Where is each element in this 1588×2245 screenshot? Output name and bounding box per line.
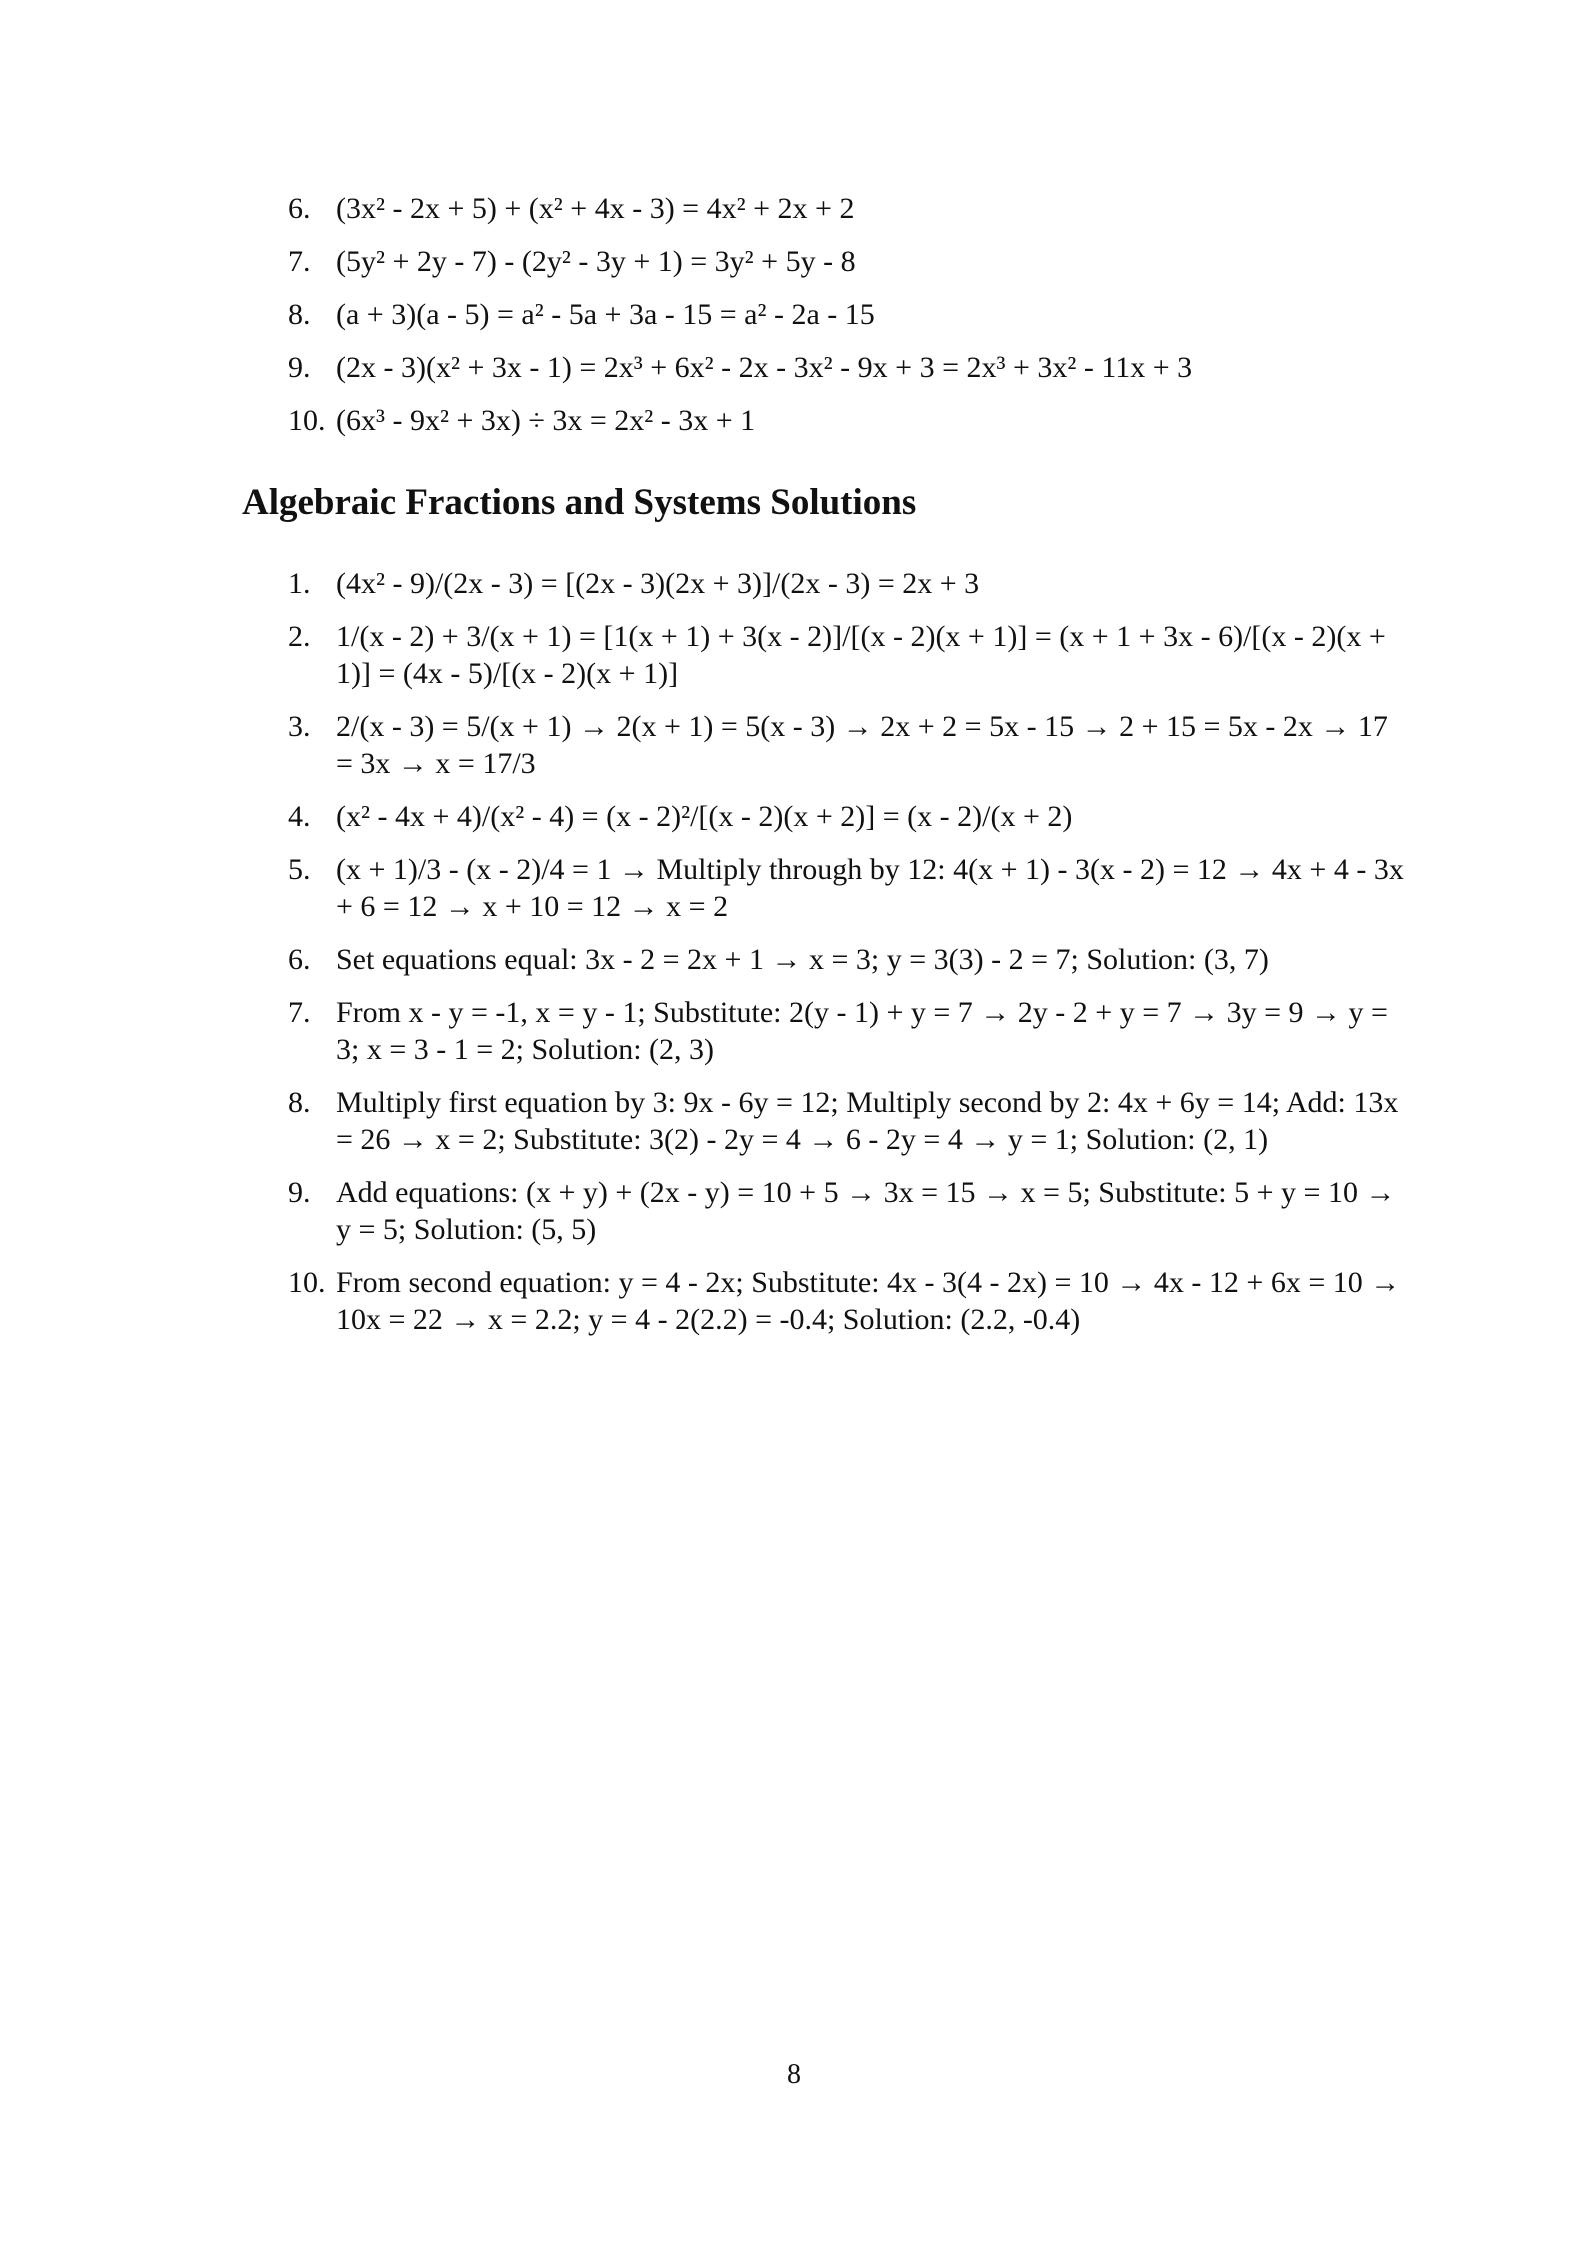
item-number: 2. — [288, 620, 311, 653]
item-text: From second equation: y = 4 - 2x; Substitute: 4x - 3(4 - 2x) = 10 → 4x - 12 + 6x = 10 → 10x = 22 → x = 2.2; y = 4 - 2(2.2) = -0.4; Solution: (2.2, -0.4) — [336, 1266, 1401, 1336]
item-number: 8. — [288, 298, 311, 331]
item-text: 2/(x - 3) = 5/(x + 1) → 2(x + 1) = 5(x - 3) → 2x + 2 = 5x - 15 → 2 + 15 = 5x - 2x → 17 = 3x → x = 17/3 — [336, 710, 1388, 780]
item-text: (4x² - 9)/(2x - 3) = [(2x - 3)(2x + 3)]/(2x - 3) = 2x + 3 — [336, 567, 980, 600]
item-text: (x + 1)/3 - (x - 2)/4 = 1 → Multiply through by 12: 4(x + 1) - 3(x - 2) = 12 → 4x + 4 - 3x + 6 = 12 → x + 10 = 12 → x = 2 — [336, 853, 1404, 923]
item-number: 10. — [288, 1266, 326, 1299]
item-text: (5y² + 2y - 7) - (2y² - 3y + 1) = 3y² + 5y - 8 — [336, 245, 856, 278]
list-item — [288, 296, 1408, 333]
list-item — [288, 851, 1408, 925]
list-item — [288, 994, 1408, 1068]
fractions-systems-solutions-list — [288, 565, 1408, 1354]
list-item — [288, 618, 1408, 692]
list-item — [288, 190, 1408, 227]
item-number: 9. — [288, 351, 311, 384]
item-number: 6. — [288, 943, 311, 976]
list-item — [288, 941, 1408, 978]
item-number: 1. — [288, 567, 311, 600]
item-text: Multiply first equation by 3: 9x - 6y = 12; Multiply second by 2: 4x + 6y = 14; Add: 13x = 26 → x = 2; Substitute: 3(2) - 2y = 4 → 6 - 2y = 4 → y = 1; Solution: (2, 1) — [336, 1086, 1399, 1156]
item-text: Add equations: (x + y) + (2x - y) = 10 + 5 → 3x = 15 → x = 5; Substitute: 5 + y = 10 → y = 5; Solution: (5, 5) — [336, 1176, 1396, 1246]
item-number: 3. — [288, 710, 311, 743]
section-heading: Algebraic Fractions and Systems Solutions — [242, 482, 917, 523]
item-text: (a + 3)(a - 5) = a² - 5a + 3a - 15 = a² - 2a - 15 — [336, 298, 875, 331]
item-number: 7. — [288, 996, 311, 1029]
item-text: From x - y = -1, x = y - 1; Substitute: 2(y - 1) + y = 7 → 2y - 2 + y = 7 → 3y = 9 → y = 3; x = 3 - 1 = 2; Solution: (2, 3) — [336, 996, 1388, 1066]
item-text: (6x³ - 9x² + 3x) ÷ 3x = 2x² - 3x + 1 — [336, 404, 756, 437]
list-item — [288, 243, 1408, 280]
list-item — [288, 708, 1408, 782]
list-item — [288, 565, 1408, 602]
item-text: 1/(x - 2) + 3/(x + 1) = [1(x + 1) + 3(x - 2)]/[(x - 2)(x + 1)] = (x + 1 + 3x - 6)/[(x - 2)(x + 1)] = (4x - 5)/[(x - 2)(x + 1)] — [336, 620, 1386, 690]
list-item — [288, 1174, 1408, 1248]
item-number: 6. — [288, 192, 311, 225]
item-text: (x² - 4x + 4)/(x² - 4) = (x - 2)²/[(x - 2)(x + 2)] = (x - 2)/(x + 2) — [336, 800, 1073, 833]
item-text: Set equations equal: 3x - 2 = 2x + 1 → x = 3; y = 3(3) - 2 = 7; Solution: (3, 7) — [336, 943, 1269, 976]
item-number: 5. — [288, 853, 311, 886]
item-number: 8. — [288, 1086, 311, 1119]
list-item — [288, 1264, 1408, 1338]
list-item — [288, 349, 1408, 386]
item-text: (2x - 3)(x² + 3x - 1) = 2x³ + 6x² - 2x - 3x² - 9x + 3 = 2x³ + 3x² - 11x + 3 — [336, 351, 1193, 384]
item-number: 10. — [288, 404, 326, 437]
polynomial-solutions-list-continued — [288, 190, 1408, 455]
list-item — [288, 402, 1408, 439]
item-number: 7. — [288, 245, 311, 278]
list-item — [288, 1084, 1408, 1158]
list-item — [288, 798, 1408, 835]
item-text: (3x² - 2x + 5) + (x² + 4x - 3) = 4x² + 2x + 2 — [336, 192, 855, 225]
item-number: 4. — [288, 800, 311, 833]
page-number: 8 — [787, 2059, 801, 2090]
item-number: 9. — [288, 1176, 311, 1209]
